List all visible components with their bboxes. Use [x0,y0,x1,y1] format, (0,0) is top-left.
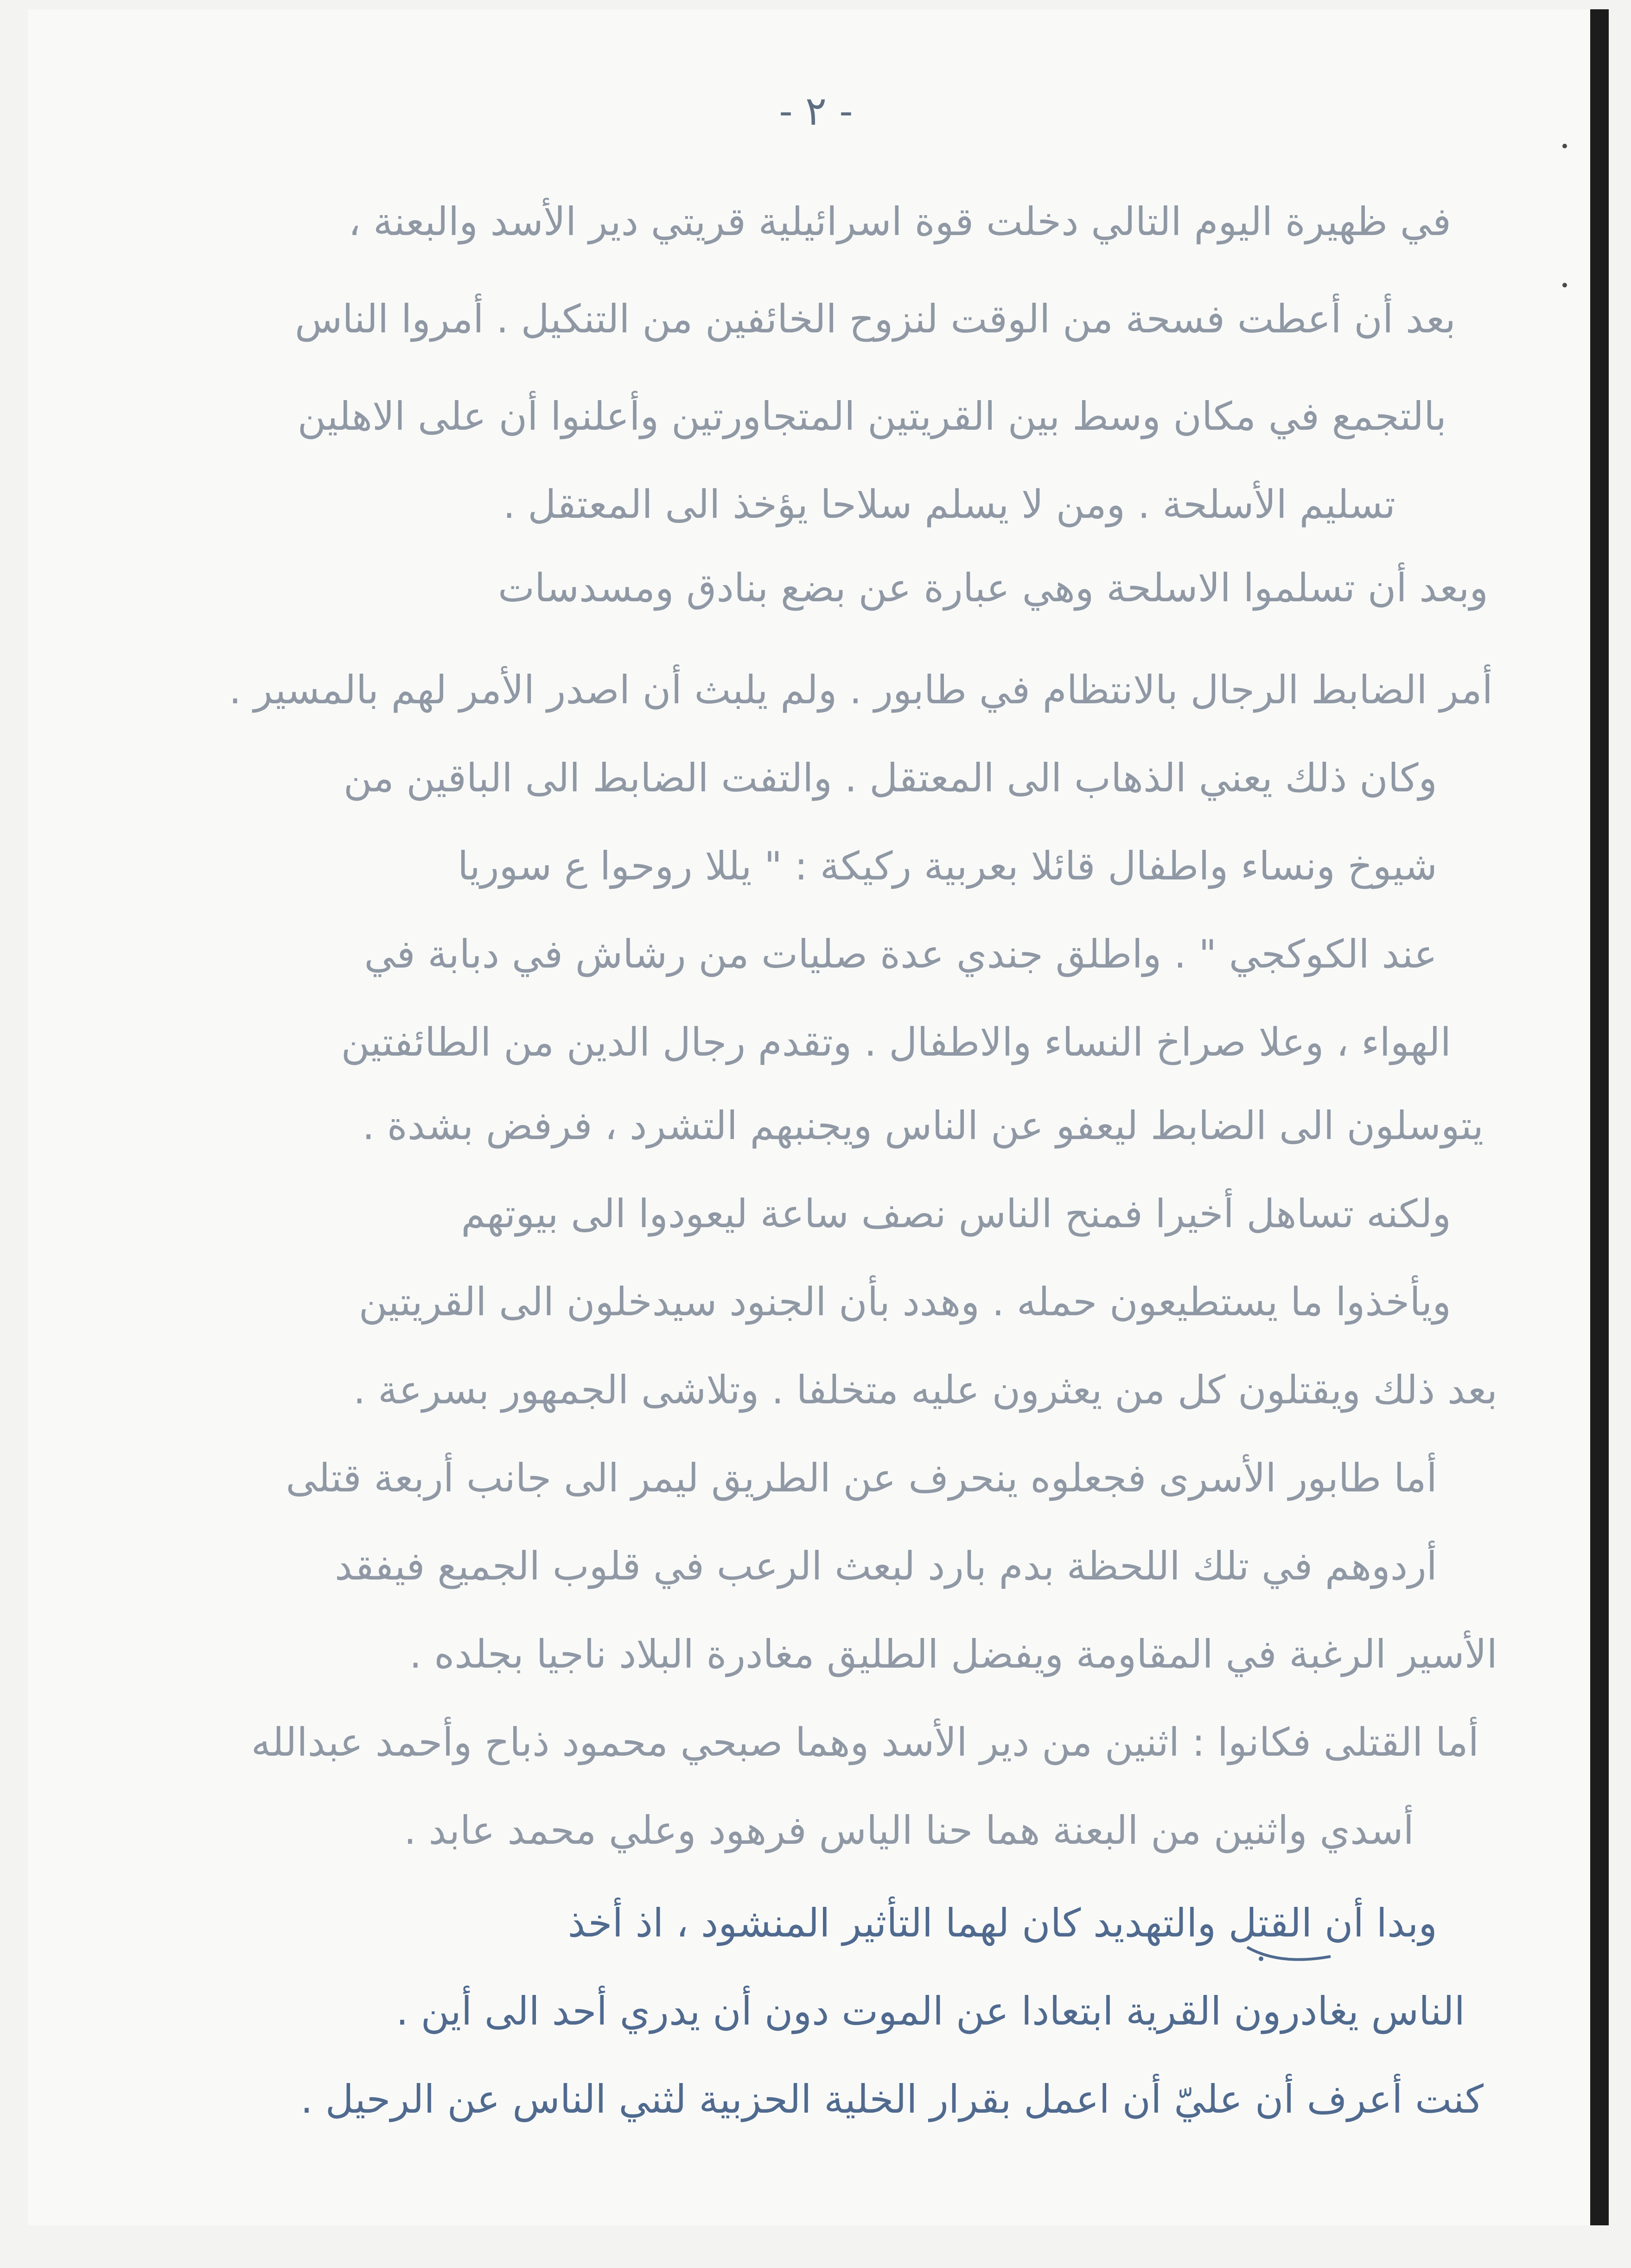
handwritten-text-body [28,9,1590,2225]
text-line: شيوخ ونساء واطفال قائلا بعربية ركيكة : " يللا روحوا ع سوريا [458,843,1437,889]
text-line: عند الكوكجي " . واطلق جندي عدة صليات من رشاش في دبابة في [364,931,1437,977]
text-line: أردوهم في تلك اللحظة بدم بارد لبعث الرعب في قلوب الجميع فيفقد [334,1543,1437,1589]
text-line: في ظهيرة اليوم التالي دخلت قوة اسرائيلية قريتي دير الأسد والبعنة ، [348,199,1451,244]
text-line: تسليم الأسلحة . ومن لا يسلم سلاحا يؤخذ الى المعتقل . [503,482,1395,527]
text-line: وبعد أن تسلموا الاسلحة وهي عبارة عن بضع بنادق ومسدسات [497,565,1488,611]
paper-sheet [28,9,1609,2225]
text-line: الأسير الرغبة في المقاومة ويفضل الطليق مغادرة البلاد ناجيا بجلده . [409,1631,1497,1677]
text-line: بعد أن أعطت فسحة من الوقت لنزوح الخائفين من التنكيل . أمروا الناس [294,296,1456,342]
text-line: أسدي واثنين من البعنة هما حنا الياس فرهود وعلي محمد عابد . [404,1808,1414,1853]
text-line: بعد ذلك ويقتلون كل من يعثرون عليه متخلفا . وتلاشى الجمهور بسرعة . [353,1367,1497,1413]
text-line: يتوسلون الى الضابط ليعفو عن الناس ويجنبهم التشرد ، فرفض بشدة . [362,1103,1484,1148]
text-line: ولكنه تساهل أخيرا فمنح الناس نصف ساعة ليعودوا الى بيوتهم [461,1191,1451,1236]
text-line: بالتجمع في مكان وسط بين القريتين المتجاورتين وأعلنوا أن على الاهلين [297,394,1446,439]
text-line: أما القتلى فكانوا : اثنين من دير الأسد وهما صبحي محمود ذباح وأحمد عبدالله [251,1720,1479,1765]
text-line: أما طابور الأسرى فجعلوه ينحرف عن الطريق ليمر الى جانب أربعة قتلى [286,1455,1437,1501]
text-line: كنت أعرف أن عليّ أن اعمل بقرار الخلية الحزبية لثني الناس عن الرحيل . [300,2077,1484,2122]
page-number: - ٢ - [779,88,853,134]
text-line: الناس يغادرون القرية ابتعادا عن الموت دون أن يدري أحد الى أين . [396,1988,1465,2034]
paragraph-margin-mark [1242,1938,1335,1970]
text-line: أمر الضابط الرجال بالانتظام في طابور . ولم يلبث أن اصدر الأمر لهم بالمسير . [229,667,1493,713]
text-line: الهواء ، وعلا صراخ النساء والاطفال . وتقدم رجال الدين من الطائفتين [341,1019,1451,1065]
text-line: وكان ذلك يعني الذهاب الى المعتقل . والتفت الضابط الى الباقين من [343,755,1437,801]
text-line: وبدا أن القتل والتهديد كان لهما التأثير المنشود ، اذ أخذ [567,1900,1437,1946]
text-line: ويأخذوا ما يستطيعون حمله . وهدد بأن الجنود سيدخلون الى القريتين [358,1279,1451,1325]
